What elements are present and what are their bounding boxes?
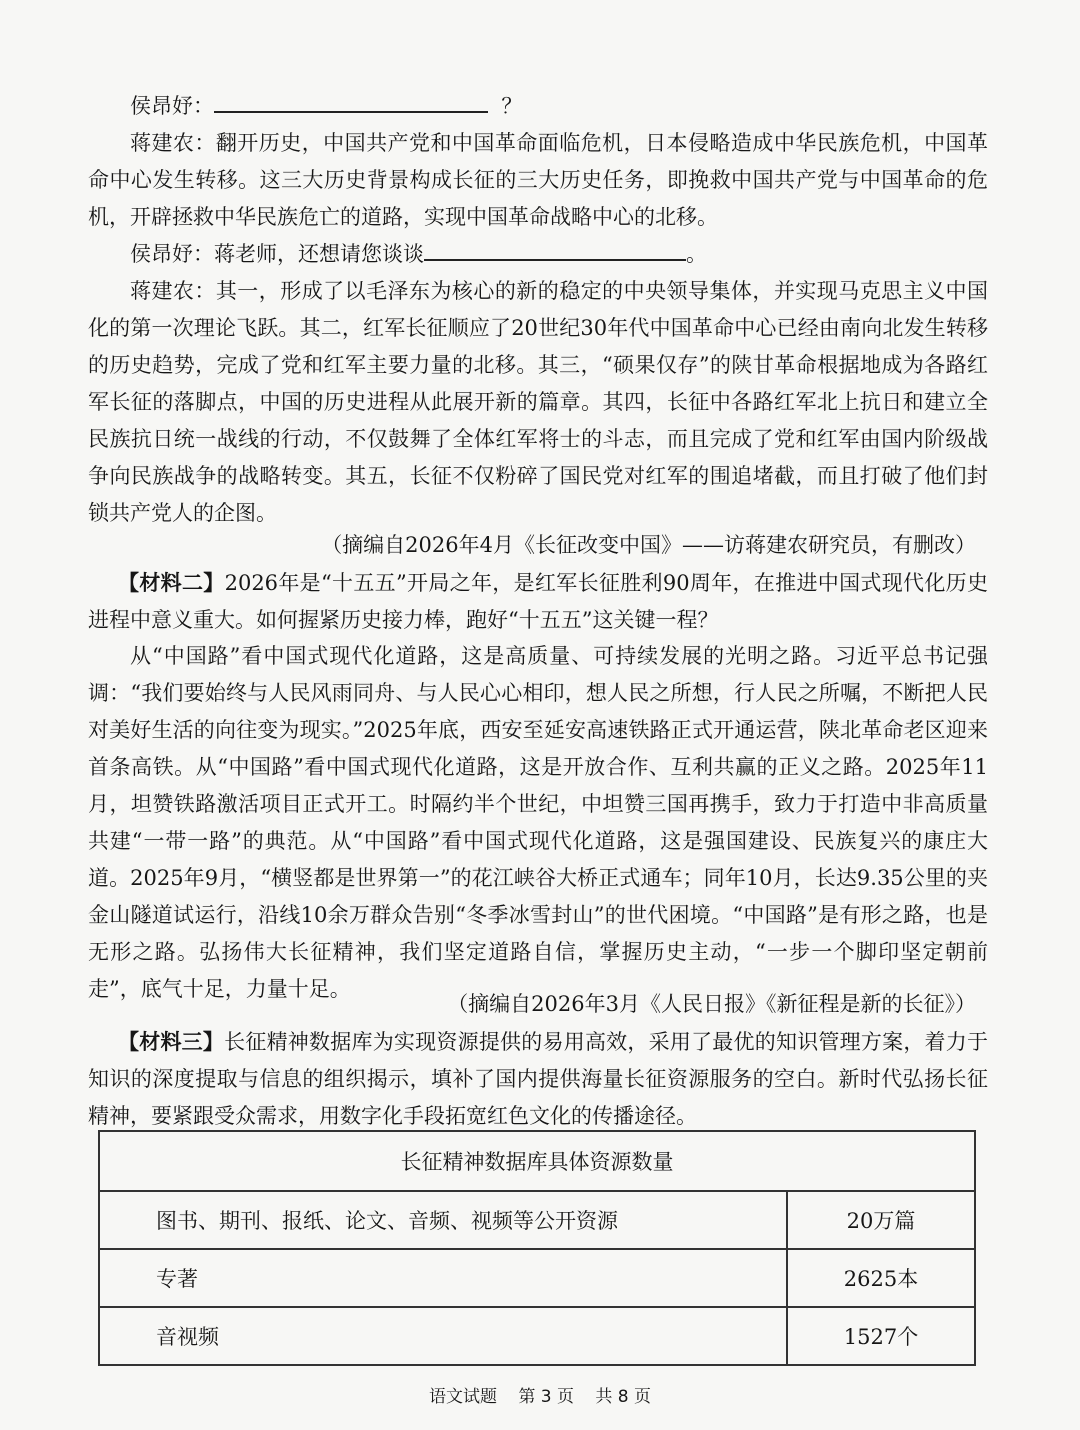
question-2-text: 侯昂妤：蒋老师，还想请您谈谈 — [130, 242, 424, 266]
footer-subject: 语文试题 — [428, 1387, 497, 1407]
table-cell-value: 2625本 — [787, 1249, 975, 1307]
table-cell-value: 1527个 — [787, 1307, 975, 1365]
question-2-end: 。 — [686, 242, 707, 266]
question-mark: ？ — [501, 94, 523, 118]
material-3 — [88, 1023, 988, 1135]
table-cell-value: 20万篇 — [787, 1191, 975, 1249]
material-2-intro-text: 2026年是“十五五”开局之年，是红军长征胜利90周年，在推进中国式现代化历史进程中意义重大。如何握紧历史接力棒，跑好“十五五”这关键一程？ — [88, 571, 989, 632]
footer-page-number: 第 3 页 — [518, 1387, 574, 1407]
table-cell-label: 音视频 — [99, 1307, 787, 1365]
material-2-body: 从“中国路”看中国式现代化道路，这是高质量、可持续发展的光明之路。习近平总书记强调：“我们要始终与人民风雨同舟、与人民心心相印，想人民之所想，行人民之所嘱，不断把人民对美好生活的向往变为现实。”2025年底，西安至延安高速铁路正式开通运营，陕北革命老区迎来首条高铁。从“中国路”看中国式现代化道路，这是开放合作、互利共赢的正义之路。2025年11月，坦赞铁路激活项目正式开工。时隔约半个世纪，中坦赞三国再携手，致力于打造中非高质量共建“一带一路”的典范。从“中国路”看中国式现代化道路，这是强国建设、民族复兴的康庄大道。2025年9月，“横竖都是世界第一”的花江峡谷大桥正式通车；同年10月，长达9.35公里的夹金山隧道试运行，沿线10余万群众告别“冬季冰雪封山”的世代困境。“中国路”是有形之路，也是无形之路。弘扬伟大长征精神，我们坚定道路自信，掌握历史主动，“一步一个脚印坚定朝前走”，底气十足，力量十足。 — [88, 644, 988, 1001]
material-3-label: 【材料三】 — [118, 1029, 225, 1054]
table-title: 长征精神数据库具体资源数量 — [99, 1131, 975, 1191]
table-cell-label: 图书、期刊、报纸、论文、音频、视频等公开资源 — [99, 1191, 787, 1249]
table-row — [99, 1249, 975, 1307]
material-2-label: 【材料二】 — [118, 570, 225, 595]
dialog-question-1 — [88, 88, 988, 125]
source-citation-2: （摘编自2026年3月《人民日报》《新征程是新的长征》） — [447, 992, 976, 1016]
material-2-intro — [88, 564, 988, 639]
dialog-question-2 — [88, 236, 988, 273]
table-row — [99, 1191, 975, 1249]
table-title-row — [99, 1131, 975, 1191]
dialog-answer-2: 蒋建农：其一，形成了以毛泽东为核心的新的稳定的中央领导集体，并实现马克思主义中国化的第一次理论飞跃。其二，红军长征顺应了20世纪30年代中国革命中心已经由南向北发生转移的历史趋势，完成了党和红军主要力量的北移。其三，“硕果仅存”的陕甘革命根据地成为各路红军长征的落脚点，中国的历史进程从此展开新的篇章。其四，长征中各路红军北上抗日和建立全民族抗日统一战线的行动，不仅鼓舞了全体红军将士的斗志，而且完成了党和红军由国内阶级战争向民族战争的战略转变。其五，长征不仅粉碎了国民党对红军的围追堵截，而且打破了他们封锁共产党人的企图。 — [88, 279, 988, 525]
material-3-text: 长征精神数据库为实现资源提供的易用高效，采用了最优的知识管理方案，着力于知识的深度提取与信息的组织揭示，填补了国内提供海量长征资源服务的空白。新时代弘扬长征精神，要紧跟受众需求，用数字化手段拓宽红色文化的传播途径。 — [88, 1030, 988, 1128]
table-row — [99, 1307, 975, 1365]
footer-total-pages: 共 8 页 — [595, 1387, 652, 1407]
dialog-answer-1: 蒋建农：翻开历史，中国共产党和中国革命面临危机，日本侵略造成中华民族危机，中国革命中心发生转移。这三大历史背景构成长征的三大历史任务，即挽救中国共产党与中国革命的危机，开辟拯救中华民族危亡的道路，实现中国革命战略中心的北移。 — [88, 131, 988, 229]
answer-blank-2[interactable] — [424, 237, 686, 261]
resource-table — [98, 1130, 976, 1366]
source-citation-1: （摘编自2026年4月《长征改变中国》——访蒋建农研究员，有删改） — [321, 533, 976, 557]
table-cell-label: 专著 — [99, 1249, 787, 1307]
page-footer — [0, 1382, 1080, 1407]
speaker-label: 侯昂妤： — [130, 94, 214, 118]
answer-blank-1[interactable] — [214, 89, 488, 113]
